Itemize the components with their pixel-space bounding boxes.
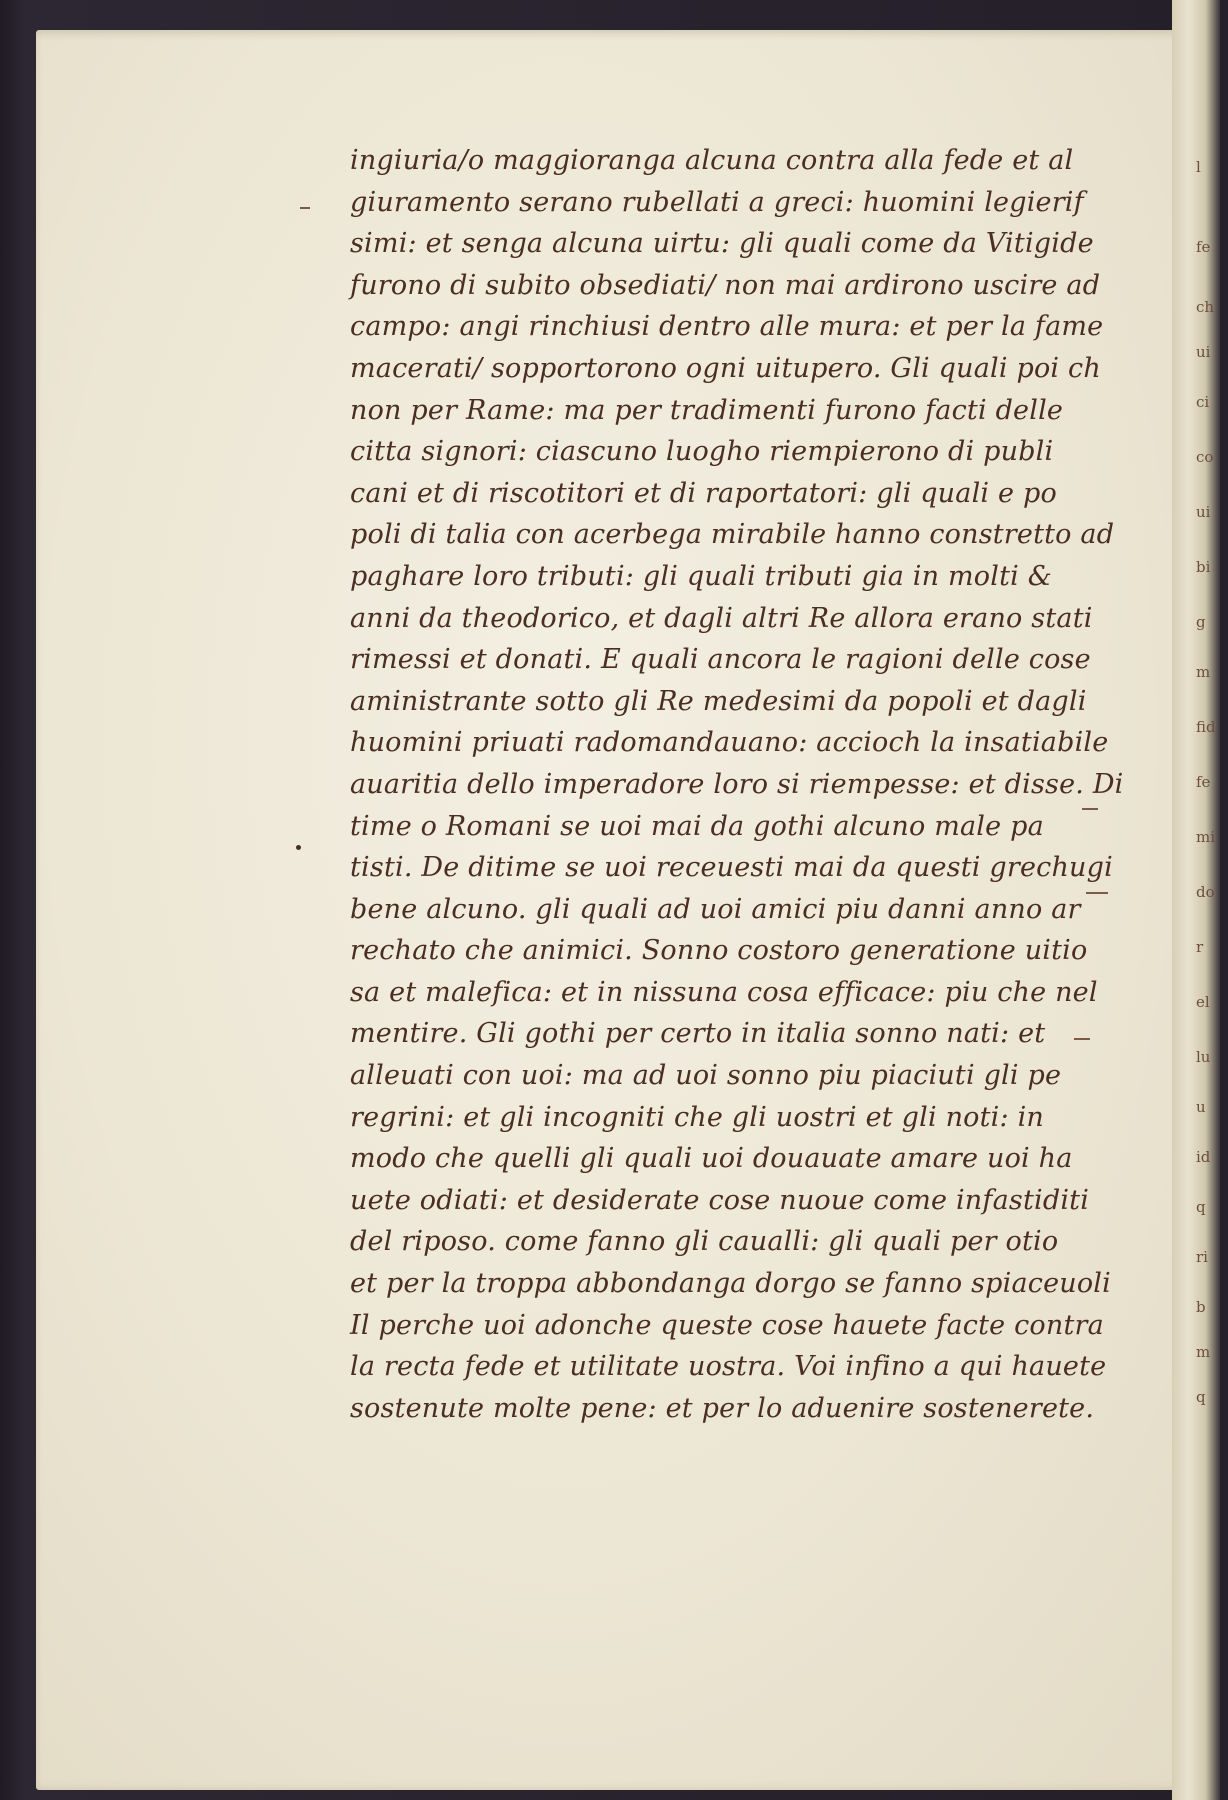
text-line: time o Romani se uoi mai da gothi alcuno male pa — [350, 810, 1044, 842]
facing-fragment: l — [1196, 160, 1201, 175]
facing-fragment: ri — [1196, 1250, 1208, 1265]
text-line: Il perche uoi adonche queste cose hauete facte contra — [350, 1309, 1104, 1341]
facing-fragment: m — [1196, 1345, 1211, 1360]
facing-fragment: ui — [1196, 345, 1211, 360]
facing-fragment: fe — [1196, 240, 1211, 255]
text-line: aministrante sotto gli Re medesimi da popoli et dagli — [350, 685, 1087, 717]
text-line: macerati/ sopportorono ogni uitupero. Gli quali poi ch — [350, 352, 1101, 384]
text-line: rechato che animici. Sonno costoro generatione uitio — [350, 935, 1088, 967]
manuscript-text-block — [350, 140, 1124, 1429]
text-line: la recta fede et utilitate uostra. Voi infino a qui hauete — [350, 1351, 1107, 1383]
text-line: non per Rame: ma per tradimenti furono facti delle — [350, 394, 1064, 426]
facing-fragment: q — [1196, 1390, 1206, 1405]
text-line: giuramento serano rubellati a greci: huomini legierif — [350, 186, 1084, 218]
facing-fragment: el — [1196, 995, 1210, 1010]
text-line: et per la troppa abbondanga dorgo se fanno spiaceuoli — [350, 1268, 1111, 1300]
text-line: sa et malefica: et in nissuna cosa efficace: piu che nel — [350, 976, 1098, 1008]
facing-fragment: bi — [1196, 560, 1211, 575]
facing-fragment: fe — [1196, 775, 1211, 790]
text-line: auaritia dello imperadore loro si riempesse: et disse. Di — [350, 768, 1124, 800]
facing-fragment: q — [1196, 1200, 1206, 1215]
facing-fragment: id — [1196, 1150, 1211, 1165]
left-margin-tick — [300, 207, 310, 209]
text-line: del riposo. come fanno gli caualli: gli quali per otio — [350, 1226, 1059, 1258]
facing-fragment: b — [1196, 1300, 1206, 1315]
facing-fragment: fid — [1196, 720, 1216, 735]
text-line: poli di talia con acerbega mirabile hanno constretto ad — [350, 519, 1115, 551]
facing-fragment: do — [1196, 885, 1215, 900]
text-line: paghare loro tributi: gli quali tributi gia in molti & — [350, 560, 1052, 592]
text-line: bene alcuno. gli quali ad uoi amici piu danni anno ar — [350, 893, 1081, 925]
facing-fragment: r — [1196, 940, 1204, 955]
text-line: simi: et senga alcuna uirtu: gli quali come da Vitigide — [350, 228, 1094, 260]
facing-fragment: g — [1196, 615, 1206, 630]
facing-fragment: mi — [1196, 830, 1216, 845]
text-line: uete odiati: et desiderate cose nuoue come infastiditi — [350, 1184, 1090, 1216]
text-line: modo che quelli gli quali uoi douauate amare uoi ha — [350, 1143, 1073, 1175]
text-line: citta signori: ciascuno luogho riempierono di publi — [350, 436, 1054, 468]
facing-page-edge — [1172, 0, 1220, 1800]
text-line: tisti. De ditime se uoi receuesti mai da questi grechugi — [350, 852, 1113, 884]
facing-fragment: m — [1196, 665, 1211, 680]
facing-fragment: ci — [1196, 395, 1210, 410]
text-line: cani et di riscotitori et di raportatori: gli quali e po — [350, 477, 1057, 509]
text-line: campo: angi rinchiusi dentro alle mura: et per la fame — [350, 311, 1104, 343]
text-line: ingiuria/o maggioranga alcuna contra alla fede et al — [350, 145, 1074, 176]
text-line: anni da theodorico, et dagli altri Re allora erano stati — [350, 602, 1093, 634]
facing-fragment: ui — [1196, 505, 1211, 520]
facing-fragment: lu — [1196, 1050, 1211, 1065]
text-line: furono di subito obsediati/ non mai ardirono uscire ad — [350, 269, 1101, 301]
text-line: mentire. Gli gothi per certo in italia sonno nati: et — [350, 1018, 1046, 1050]
text-line: rimessi et donati. E quali ancora le ragioni delle cose — [350, 644, 1091, 676]
text-line: regrini: et gli incogniti che gli uostri et gli noti: in — [350, 1101, 1045, 1133]
facing-fragment: u — [1196, 1100, 1206, 1115]
facing-fragment: ch — [1196, 300, 1215, 315]
text-line: alleuati con uoi: ma ad uoi sonno piu piaciuti gli pe — [350, 1060, 1062, 1092]
text-line: huomini priuati radomandauano: accioch la insatiabile — [350, 727, 1109, 759]
facing-fragment: co — [1196, 450, 1214, 465]
text-line: sostenute molte pene: et per lo aduenire sostenerete. — [350, 1392, 1095, 1424]
left-margin-dot — [296, 845, 301, 850]
